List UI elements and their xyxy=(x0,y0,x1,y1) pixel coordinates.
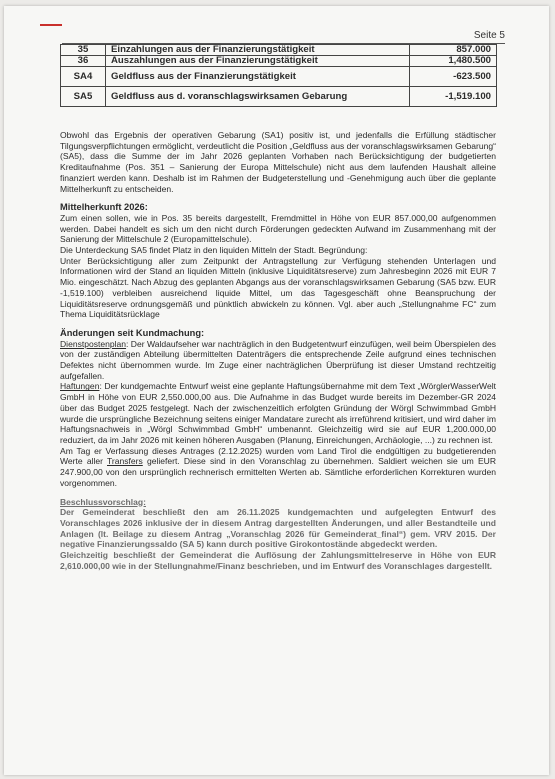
row-number: SA5 xyxy=(61,87,106,107)
table-row xyxy=(61,45,497,56)
dienstpostenplan-text: : Der Waldaufseher war nachträglich in den Budgetentwurf einzufügen, weil beim Überspielen des von der zuständigen Abteilung übermittelten Datenträgers die entsprechende Zeile aufgrund eines technischen Defektes nicht übernommen wurde. Im Zuge einer nachträglichen Überprüfung ist dieser Umstand rechtzeitig aufgefallen. xyxy=(60,338,496,381)
transfers-paragraph xyxy=(60,446,496,489)
dienstpostenplan-paragraph xyxy=(60,339,496,382)
page-number: Seite 5 xyxy=(473,30,505,41)
haftungen-text: : Der kundgemachte Entwurf weist eine geplante Haftungsübernahme mit dem Text „WörglerWasserWelt GmbH in Höhe von EUR 2,550.000,00 aus. Die Aufnahme in das Budget wurde bereits im Dezember-GR 2024 über das Budget 2025 festgelegt. Nach der zwischenzeitlich erfolgten Gründung der Wörgl Schwimmbad GmbH wurde die ursprüngliche Bezeichnung seitens einiger Mandatare zurecht als irreführend kritisiert, und wird daher im Haftungsnachweis in „Wörgl Schwimmbad GmbH“ umbenannt. Gleichzeitig wird sie auf EUR 1,200.000,00 reduziert, da im Jahr 2026 mit keinen höheren Ausgaben (Planung, Einreichungen, Archäologie, ...) zu rechnen ist. xyxy=(60,381,496,445)
transfers-text-a: Am Tag er Verfassung dieses Antrages (2.12.2025) wurden vom Land Tirol die endgültigen zu budgetierenden Werte aller xyxy=(60,445,496,467)
mittelherkunft-paragraph-3: Unter Berücksichtigung aller zum Zeitpunkt der Antragstellung zur Verfügung stehenden Unterlagen und Informationen wird der Stand an liquiden Mitteln (inklusive Liquiditätsreserve) zum Jahresbeginn 2026 mit EUR 7 Mio. eingeschätzt. Nach Abzug des geplanten Abgangs aus der voranschlagswirksamen Gebarung (SA5 bzw. EUR -1,519.100) verbleiben ausreichend liquide Mittel, um das Tagesgeschäft ohne Beanspruchung der Liquiditätsreserve ordnungsgemäß und pünktlich abwickeln zu können. Vgl. aber auch „Stellungnahme FC“ zum Thema Liquiditätsrücklage xyxy=(60,255,496,320)
transfers-link: Transfers xyxy=(107,456,143,467)
red-margin-mark xyxy=(40,24,62,26)
mittelherkunft-paragraph-2: Die Unterdeckung SA5 findet Platz in den liquiden Mitteln der Stadt. Begründung: xyxy=(60,245,368,256)
row-number: SA4 xyxy=(61,67,106,87)
row-number: 35 xyxy=(61,45,106,56)
beschluss-paragraph-2: Gleichzeitig beschließt der Gemeinderat die Auflösung der Zahlungsmittelreserve in Höhe von EUR 2,610.000,00 wie in der Stellungnahme/Finanz beschrieben, und im Entwurf des Voranschlages dargestellt. xyxy=(60,550,496,571)
haftungen-paragraph xyxy=(60,381,496,445)
row-amount: -623.500 xyxy=(410,67,497,87)
row-amount: 857.000 xyxy=(410,45,497,56)
summary-table xyxy=(60,44,497,107)
haftungen-label: Haftungen xyxy=(60,381,100,392)
table-row xyxy=(61,87,497,107)
table-row xyxy=(61,56,497,67)
row-label: Auszahlungen aus der Finanzierungstätigkeit xyxy=(106,56,410,67)
row-amount: -1,519.100 xyxy=(410,87,497,107)
row-label: Einzahlungen aus der Finanzierungstätigkeit xyxy=(106,45,410,56)
body-text xyxy=(60,130,496,571)
transfers-text-b: geliefert. Diese sind in den Voranschlag zu übernehmen. Saldiert weichen sie um EUR 247.900,00 von den ursprünglich rechnerisch ermittelten Werten ab. Sämtliche erforderlichen Korrekturen wurden vorgenommen. xyxy=(60,456,496,488)
beschlussvorschlag-heading: Beschlussvorschlag: xyxy=(60,496,146,507)
table-row xyxy=(61,67,497,87)
dienstpostenplan-label: Dienstpostenplan xyxy=(60,338,127,349)
row-number: 36 xyxy=(61,56,106,67)
beschluss-paragraph-1: Der Gemeinderat beschließt den am 26.11.2025 kundgemachten und aufgelegten Entwurf des Voranschlages 2026 inklusive der in diesem Antrag dargestellten Änderungen, und aller Bestandteile und Anlagen (lt. Beilage zu diesem Antrag „Voranschlag 2026 für Gemeinderat_final“) gem. VRV 2015. Der negative Finanzierungssaldo (SA 5) kann durch positive Girokontostände abgedeckt werden. xyxy=(60,507,496,550)
aenderungen-heading: Änderungen seit Kundmachung: xyxy=(60,327,205,338)
row-label: Geldfluss aus der Finanzierungstätigkeit xyxy=(106,67,410,87)
mittelherkunft-paragraph-1: Zum einen sollen, wie in Pos. 35 bereits dargestellt, Fremdmittel in Höhe von EUR 857.000,00 aufgenommen werden. Dabei handelt es sich um den nicht durch Förderungen gedeckten Aufwand im Zusammenhang mit der Sanierung der Mittelschule 2 (Europamittelschule). xyxy=(60,212,496,245)
row-amount: 1,480.500 xyxy=(410,56,497,67)
intro-paragraph: Obwohl das Ergebnis der operativen Gebarung (SA1) positiv ist, und jedenfalls die Erfüllung städtischer Tilgungsverpflichtungen ermöglicht, verdeutlicht die Position „Geldfluss aus der voranschlagswirksamen Gebarung“ (SA5), dass die Summe der im Jahr 2026 geplanten Vorhaben nach Berücksichtigung der budgetierten Kreditaufnahme (Pos. 351 – Sanierung der Europa Mittelschule) nicht aus dem laufenden Haushalt alleine finanziert werden kann. Deshalb ist im Rahmen der Budgeterstellung und -Genehmigung auch über die geplante Mittelherkunft zu entscheiden. xyxy=(60,130,496,194)
mittelherkunft-heading: Mittelherkunft 2026: xyxy=(60,202,148,213)
row-label: Geldfluss aus d. voranschlagswirksamen Gebarung xyxy=(106,87,410,107)
